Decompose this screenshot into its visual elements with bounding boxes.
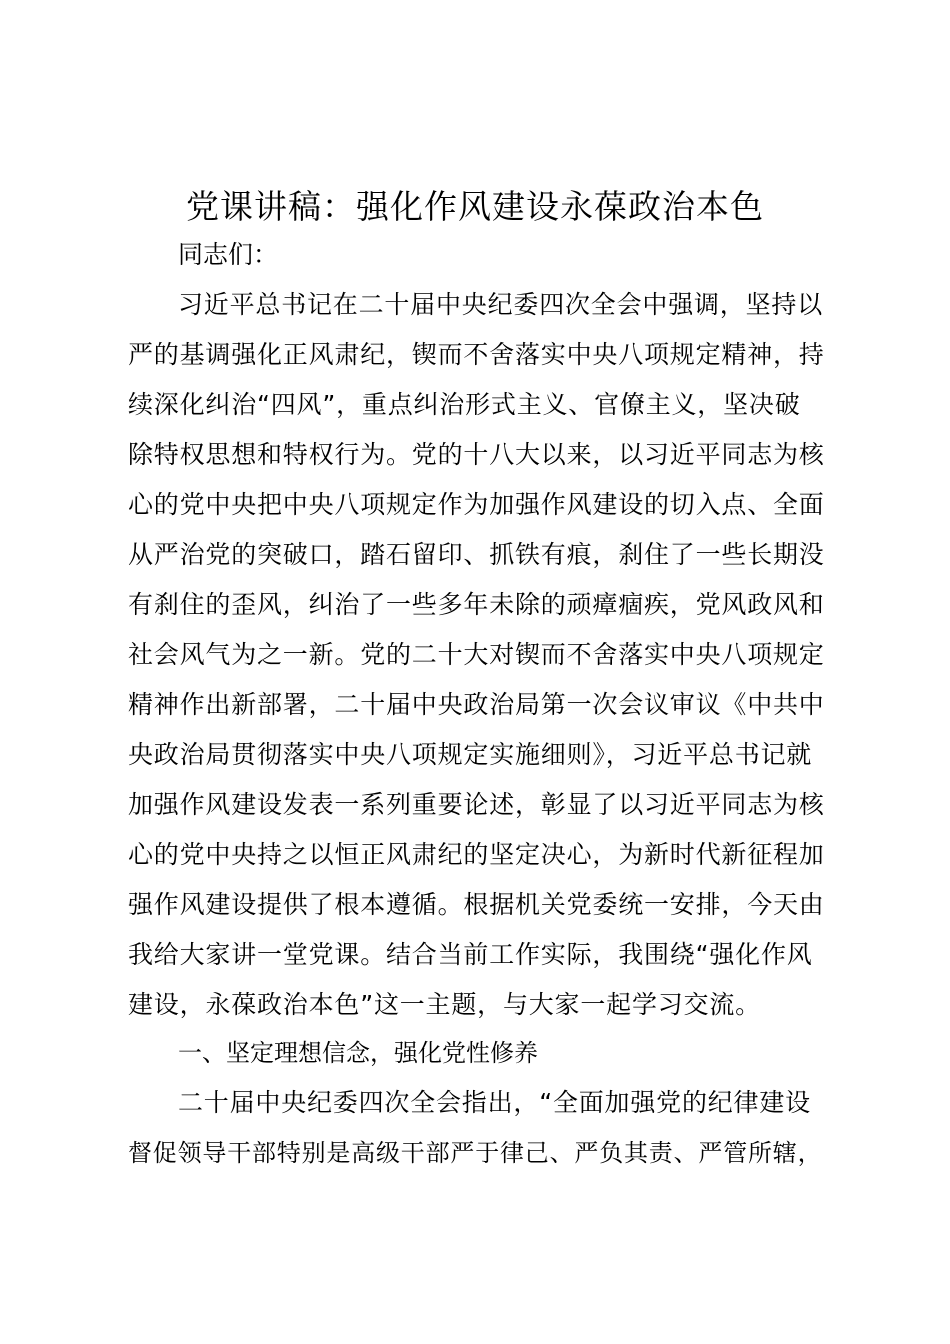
paragraph-line: 严的基调强化正风肃纪，锲而不舍落实中央八项规定精神，持: [128, 340, 825, 369]
paragraph-line: 强作风建设提供了根本遵循。根据机关党委统一安排，今天由: [128, 890, 825, 919]
paragraph-line: 心的党中央把中央八项规定作为加强作风建设的切入点、全面: [128, 490, 825, 519]
paragraph-line: 心的党中央持之以恒正风肃纪的坚定决心，为新时代新征程加: [128, 840, 825, 869]
paragraph-line: 督促领导干部特别是高级干部严于律己、严负其责、严管所辖，: [128, 1139, 823, 1167]
paragraph-line: 央政治局贯彻落实中央八项规定实施细则》，习近平总书记就: [128, 740, 813, 769]
paragraph-line: 二十届中央纪委四次全会指出，“全面加强党的纪律建设: [178, 1088, 811, 1117]
paragraph-line: 有刹住的歪风，纠治了一些多年未除的顽瘴痼疾，党风政风和: [128, 590, 825, 619]
paragraph-line: 社会风气为之一新。党的二十大对锲而不舍落实中央八项规定: [128, 640, 825, 669]
paragraph-line: 从严治党的突破口，踏石留印、抓铁有痕，刹住了一些长期没: [128, 540, 825, 569]
paragraph-2: [128, 1078, 832, 1178]
paragraph-line: 建设，永葆政治本色”这一主题，与大家一起学习交流。: [128, 990, 761, 1019]
section-heading: 一、坚定理想信念，强化党性修养: [178, 1039, 538, 1067]
paragraph-line: 加强作风建设发表一系列重要论述，彰显了以习近平同志为核: [128, 790, 825, 819]
salutation: 同志们：: [178, 240, 279, 269]
paragraph-line: 续深化纠治“四风”，重点纠治形式主义、官僚主义，坚决破: [128, 390, 801, 419]
paragraph-1: [128, 280, 832, 1030]
paragraph-line: 精神作出新部署，二十届中央政治局第一次会议审议《中共中: [128, 690, 825, 719]
paragraph-line: 习近平总书记在二十届中央纪委四次全会中强调，坚持以: [178, 290, 824, 319]
paragraph-line: 我给大家讲一堂党课。结合当前工作实际，我围绕“强化作风: [128, 940, 813, 969]
document-title: 党课讲稿：强化作风建设永葆政治本色: [186, 187, 764, 226]
paragraph-line: 除特权思想和特权行为。党的十八大以来，以习近平同志为核: [128, 440, 825, 469]
